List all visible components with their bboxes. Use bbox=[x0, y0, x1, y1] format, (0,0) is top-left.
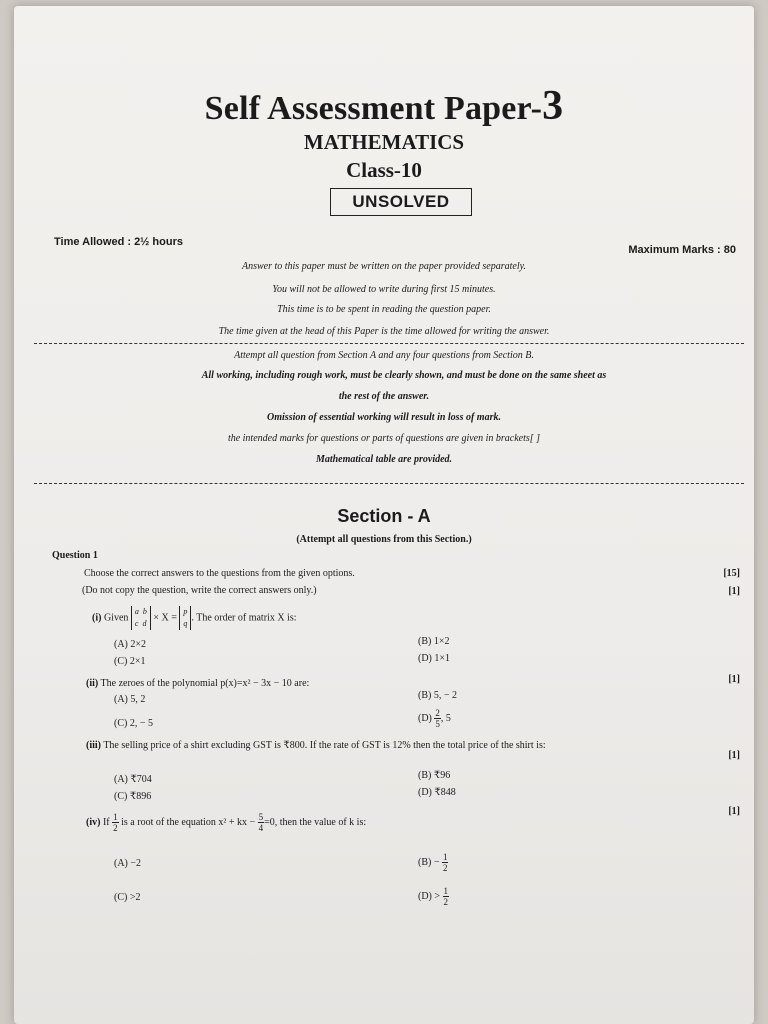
matrix-entry: c bbox=[134, 619, 139, 628]
denominator: 4 bbox=[258, 823, 264, 833]
marks-label: [15] bbox=[723, 568, 740, 579]
question-text: × X = bbox=[153, 612, 177, 624]
numerator: 1 bbox=[443, 886, 449, 896]
option-d bbox=[418, 886, 449, 907]
matrix-a bbox=[131, 606, 151, 630]
question-i bbox=[92, 606, 297, 630]
question-text: =0, then the value of k is: bbox=[264, 816, 367, 828]
marks-label: [1] bbox=[728, 806, 740, 817]
numerator: 5 bbox=[258, 812, 264, 822]
fraction bbox=[443, 886, 450, 907]
instruction-line: This time is to be spent in reading the question paper. bbox=[277, 304, 491, 315]
question-number: (iii) bbox=[86, 740, 101, 751]
instruction-line: You will not be allowed to write during first 15 minutes. bbox=[272, 284, 496, 295]
question-text: If bbox=[102, 816, 110, 828]
question-text: The zeroes of the polynomial p(x)=x² − 3x − 10 are: bbox=[100, 678, 310, 689]
option-a: (A) 5, 2 bbox=[114, 694, 146, 705]
paper-title: Self Assessment Paper-3 bbox=[204, 83, 564, 129]
subject-heading: MATHEMATICS bbox=[303, 130, 465, 154]
option-label: (D) > bbox=[418, 890, 441, 902]
option-a: (A) 2×2 bbox=[114, 639, 147, 650]
time-allowed: Time Allowed : 2½ hours bbox=[54, 236, 183, 248]
dashed-divider bbox=[34, 483, 744, 484]
option-d: (D) ₹848 bbox=[418, 787, 456, 798]
matrix-entry: p bbox=[183, 607, 188, 616]
option-a: (A) −2 bbox=[114, 858, 142, 869]
option-label: (D) bbox=[418, 712, 432, 724]
option-label: (B) − bbox=[418, 856, 440, 868]
maximum-marks: Maximum Marks : 80 bbox=[628, 244, 736, 256]
option-c: (C) >2 bbox=[114, 892, 141, 903]
matrix-entry: d bbox=[142, 619, 147, 628]
matrix-entry: a bbox=[134, 607, 139, 616]
option-text: , 5 bbox=[440, 712, 451, 724]
fraction bbox=[442, 852, 449, 873]
instruction-line: the rest of the answer. bbox=[338, 391, 430, 402]
question-ii bbox=[86, 678, 309, 689]
numerator: 2 bbox=[435, 708, 440, 718]
instruction-line: All working, including rough work, must be clearly shown, and must be done on the same sheet as bbox=[201, 370, 607, 381]
option-d bbox=[418, 708, 451, 729]
option-c: (C) 2×1 bbox=[114, 656, 146, 667]
option-a: (A) ₹704 bbox=[114, 774, 152, 785]
unsolved-badge: UNSOLVED bbox=[330, 188, 472, 216]
question-text: Given bbox=[103, 612, 129, 624]
question-text: The selling price of a shirt excluding GST is ₹800. If the rate of GST is 12% then the total price of the shirt is: bbox=[103, 740, 546, 751]
section-title: Section - A bbox=[337, 506, 431, 526]
section-subtitle: (Attempt all questions from this Section.) bbox=[296, 534, 472, 545]
denominator: 2 bbox=[442, 863, 448, 873]
matrix-b bbox=[179, 606, 191, 630]
marks-label: [1] bbox=[728, 750, 740, 761]
option-b: (B) ₹96 bbox=[418, 770, 451, 781]
marks-label: [1] bbox=[728, 674, 740, 685]
question-text: is a root of the equation x² + kx − bbox=[121, 816, 256, 828]
fraction bbox=[112, 812, 119, 833]
numerator: 1 bbox=[442, 852, 448, 862]
denominator: 2 bbox=[113, 823, 118, 833]
question-number: (i) bbox=[92, 612, 102, 624]
instruction-line: Answer to this paper must be written on the paper provided separately. bbox=[241, 261, 527, 272]
option-b bbox=[418, 852, 448, 873]
instruction-line: Omission of essential working will result in loss of mark. bbox=[267, 412, 501, 423]
instruction-line: Mathematical table are provided. bbox=[315, 454, 453, 465]
question-instruction: Choose the correct answers to the questions from the given options. bbox=[84, 568, 355, 579]
question-label: Question 1 bbox=[52, 550, 98, 561]
question-text: . The order of matrix X is: bbox=[191, 612, 297, 624]
denominator: 5 bbox=[435, 719, 440, 729]
question-iv bbox=[86, 812, 366, 833]
paper-number: 3 bbox=[542, 83, 564, 129]
dashed-divider bbox=[34, 343, 744, 344]
marks-label: [1] bbox=[728, 586, 740, 597]
instruction-line: The time given at the head of this Paper is the time allowed for writing the answer. bbox=[218, 326, 550, 337]
class-heading: Class-10 bbox=[346, 158, 422, 182]
question-instruction: (Do not copy the question, write the correct answers only.) bbox=[82, 585, 317, 596]
option-b: (B) 5, − 2 bbox=[418, 690, 457, 701]
question-number: (iv) bbox=[86, 816, 101, 828]
denominator: 2 bbox=[443, 897, 449, 907]
instruction-line: the intended marks for questions or parts of questions are given in brackets[ ] bbox=[227, 433, 541, 444]
question-paper-page bbox=[14, 6, 754, 1024]
instruction-line: Attempt all question from Section A and any four questions from Section B. bbox=[234, 350, 534, 361]
matrix-entry: q bbox=[183, 619, 188, 628]
option-b: (B) 1×2 bbox=[418, 636, 450, 647]
numerator: 1 bbox=[113, 812, 118, 822]
option-c: (C) 2, − 5 bbox=[114, 718, 153, 729]
matrix-entry: b bbox=[142, 607, 147, 616]
question-number: (ii) bbox=[86, 678, 99, 689]
option-c: (C) ₹896 bbox=[114, 791, 152, 802]
option-d: (D) 1×1 bbox=[418, 653, 451, 664]
question-iii bbox=[86, 740, 746, 751]
